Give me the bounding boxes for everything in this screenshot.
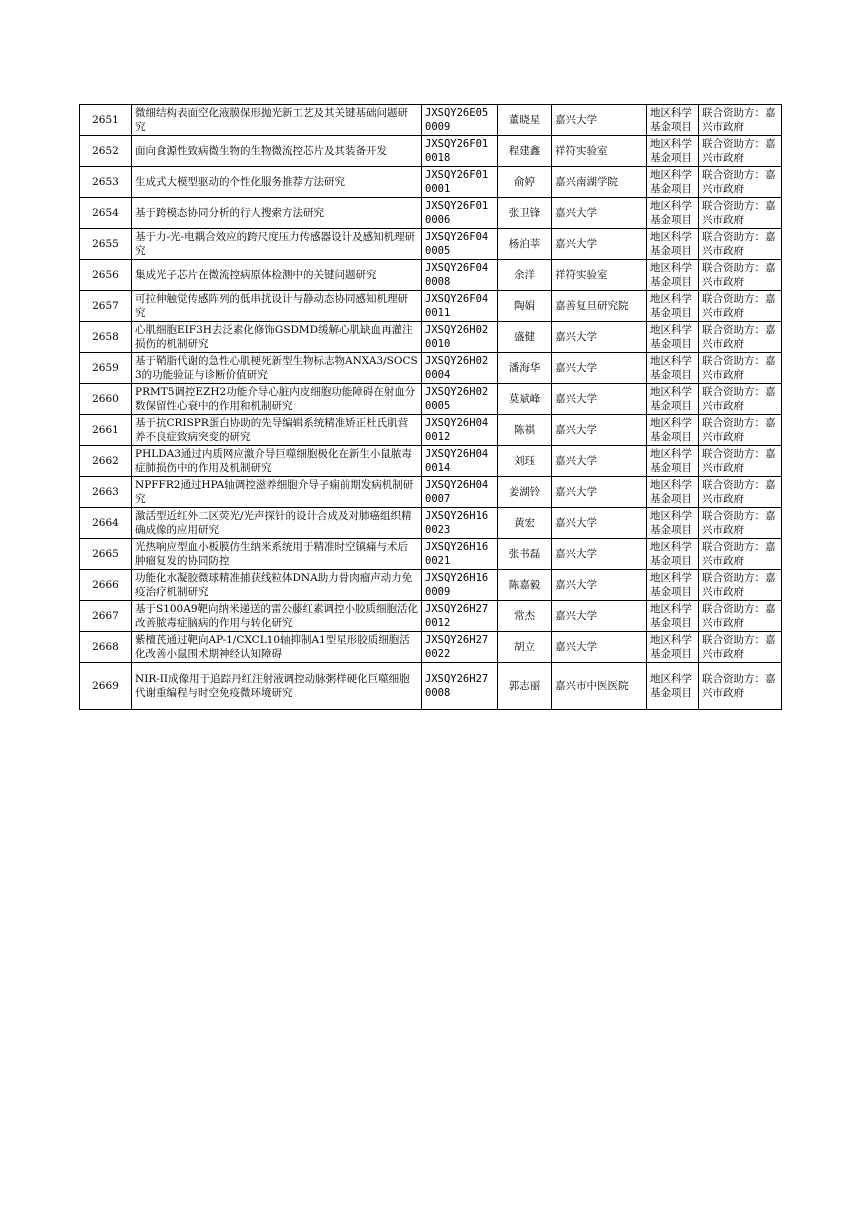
project-number: 2668 [80,632,132,663]
project-number: 2669 [80,663,132,710]
principal-investigator: 郭志丽 [498,663,552,710]
funding-party: 联合资助方：嘉兴市政府 [699,105,782,136]
project-number: 2663 [80,477,132,508]
principal-investigator: 董晓星 [498,105,552,136]
project-type: 地区科学基金项目 [647,384,699,415]
principal-investigator: 常杰 [498,601,552,632]
host-institution: 嘉兴大学 [552,601,647,632]
host-institution: 嘉兴大学 [552,322,647,353]
project-title: 可拉伸触觉传感阵列的低串扰设计与静动态协同感知机理研究 [132,291,422,322]
principal-investigator: 黄宏 [498,508,552,539]
host-institution: 嘉兴大学 [552,570,647,601]
project-number: 2656 [80,260,132,291]
host-institution: 祥符实验室 [552,136,647,167]
host-institution: 嘉善复旦研究院 [552,291,647,322]
project-type: 地区科学基金项目 [647,353,699,384]
project-type: 地区科学基金项目 [647,198,699,229]
host-institution: 嘉兴大学 [552,415,647,446]
funding-party: 联合资助方：嘉兴市政府 [699,446,782,477]
project-type: 地区科学基金项目 [647,229,699,260]
project-type: 地区科学基金项目 [647,663,699,710]
host-institution: 嘉兴大学 [552,446,647,477]
project-code: JXSQY26H160021 [422,539,498,570]
funding-party: 联合资助方：嘉兴市政府 [699,508,782,539]
principal-investigator: 胡立 [498,632,552,663]
funding-party: 联合资助方：嘉兴市政府 [699,353,782,384]
project-type: 地区科学基金项目 [647,632,699,663]
project-number: 2654 [80,198,132,229]
project-title: 激活型近红外二区荧光/光声探针的设计合成及对肺癌组织精确成像的应用研究 [132,508,422,539]
principal-investigator: 张卫锋 [498,198,552,229]
project-code: JXSQY26H160023 [422,508,498,539]
funding-party: 联合资助方：嘉兴市政府 [699,167,782,198]
project-code: JXSQY26H020010 [422,322,498,353]
principal-investigator: 陶娟 [498,291,552,322]
project-type: 地区科学基金项目 [647,167,699,198]
principal-investigator: 潘海华 [498,353,552,384]
host-institution: 嘉兴大学 [552,198,647,229]
funding-party: 联合资助方：嘉兴市政府 [699,322,782,353]
project-title: PHLDA3通过内质网应激介导巨噬细胞极化在新生小鼠脓毒症肺损伤中的作用及机制研究 [132,446,422,477]
project-number: 2661 [80,415,132,446]
host-institution: 嘉兴市中医医院 [552,663,647,710]
project-number: 2659 [80,353,132,384]
project-code: JXSQY26H040007 [422,477,498,508]
principal-investigator: 张书磊 [498,539,552,570]
table-row [80,322,782,353]
host-institution: 嘉兴大学 [552,508,647,539]
host-institution: 嘉兴大学 [552,477,647,508]
table-row [80,415,782,446]
table-row [80,353,782,384]
project-title: 基于跨模态协同分析的行人搜索方法研究 [132,198,422,229]
project-title: 基于鞘脂代谢的急性心肌梗死新型生物标志物ANXA3/SOCS3的功能验证与诊断价值研究 [132,353,422,384]
principal-investigator: 莫斌峰 [498,384,552,415]
project-number: 2652 [80,136,132,167]
funding-party: 联合资助方：嘉兴市政府 [699,570,782,601]
project-code: JXSQY26H040014 [422,446,498,477]
project-code: JXSQY26H040012 [422,415,498,446]
funding-party: 联合资助方：嘉兴市政府 [699,415,782,446]
table-row [80,632,782,663]
project-code: JXSQY26F040011 [422,291,498,322]
project-title: 生成式大模型驱动的个性化服务推荐方法研究 [132,167,422,198]
project-type: 地区科学基金项目 [647,105,699,136]
table-body [80,105,782,710]
project-title: 心肌细胞EIF3H去泛素化修饰GSDMD缓解心肌缺血再灌注损伤的机制研究 [132,322,422,353]
project-code: JXSQY26H270008 [422,663,498,710]
project-title: 面向食源性致病微生物的生物微流控芯片及其装备开发 [132,136,422,167]
table-row [80,291,782,322]
principal-investigator: 杨泊莘 [498,229,552,260]
funding-party: 联合资助方：嘉兴市政府 [699,260,782,291]
project-title: 微细结构表面空化液膜保形抛光新工艺及其关键基础问题研究 [132,105,422,136]
project-number: 2662 [80,446,132,477]
project-number: 2651 [80,105,132,136]
project-title: 紫檀芪通过靶向AP-1/CXCL10轴抑制A1型星形胶质细胞活化改善小鼠围术期神经认知障碍 [132,632,422,663]
project-title: PRMT5调控EZH2功能介导心脏内皮细胞功能障碍在射血分数保留性心衰中的作用和机制研究 [132,384,422,415]
project-type: 地区科学基金项目 [647,136,699,167]
project-code: JXSQY26H020005 [422,384,498,415]
table-row [80,260,782,291]
project-code: JXSQY26F040005 [422,229,498,260]
principal-investigator: 姜湖铃 [498,477,552,508]
host-institution: 嘉兴南湖学院 [552,167,647,198]
project-type: 地区科学基金项目 [647,446,699,477]
project-code: JXSQY26H270012 [422,601,498,632]
project-number: 2658 [80,322,132,353]
table-row [80,167,782,198]
project-code: JXSQY26F010001 [422,167,498,198]
project-code: JXSQY26H270022 [422,632,498,663]
project-type: 地区科学基金项目 [647,539,699,570]
principal-investigator: 刘珏 [498,446,552,477]
funding-party: 联合资助方：嘉兴市政府 [699,291,782,322]
project-code: JXSQY26F040008 [422,260,498,291]
host-institution: 嘉兴大学 [552,384,647,415]
principal-investigator: 盛健 [498,322,552,353]
principal-investigator: 陈嘉毅 [498,570,552,601]
project-title: NIR-II成像用于追踪丹红注射液调控动脉粥样硬化巨噬细胞代谢重编程与时空免疫微环境研究 [132,663,422,710]
project-table [79,104,782,710]
project-title: 基于抗CRISPR蛋白协助的先导编辑系统精准矫正杜氏肌营养不良症致病突变的研究 [132,415,422,446]
project-code: JXSQY26F010006 [422,198,498,229]
table-row [80,384,782,415]
project-type: 地区科学基金项目 [647,322,699,353]
project-title: NPFFR2通过HPA轴调控滋养细胞介导子痫前期发病机制研究 [132,477,422,508]
funding-party: 联合资助方：嘉兴市政府 [699,663,782,710]
table-row [80,663,782,710]
funding-party: 联合资助方：嘉兴市政府 [699,632,782,663]
project-number: 2660 [80,384,132,415]
host-institution: 嘉兴大学 [552,632,647,663]
table-row [80,136,782,167]
project-title: 集成光子芯片在微流控病原体检测中的关键问题研究 [132,260,422,291]
host-institution: 嘉兴大学 [552,539,647,570]
principal-investigator: 俞婷 [498,167,552,198]
project-title: 基于S100A9靶向纳米递送的雷公藤红素调控小胶质细胞活化改善脓毒症脑病的作用与转化研究 [132,601,422,632]
funding-party: 联合资助方：嘉兴市政府 [699,384,782,415]
project-title: 光热响应型血小板膜仿生纳米系统用于精准时空镇痛与术后肿瘤复发的协同防控 [132,539,422,570]
project-number: 2665 [80,539,132,570]
table-row [80,477,782,508]
project-type: 地区科学基金项目 [647,508,699,539]
project-code: JXSQY26H020004 [422,353,498,384]
funding-party: 联合资助方：嘉兴市政府 [699,198,782,229]
host-institution: 嘉兴大学 [552,353,647,384]
funding-party: 联合资助方：嘉兴市政府 [699,601,782,632]
table-row [80,198,782,229]
project-number: 2655 [80,229,132,260]
project-number: 2653 [80,167,132,198]
host-institution: 祥符实验室 [552,260,647,291]
table-row [80,446,782,477]
project-code: JXSQY26H160009 [422,570,498,601]
project-code: JXSQY26E050009 [422,105,498,136]
table-row [80,105,782,136]
project-type: 地区科学基金项目 [647,415,699,446]
table-row [80,229,782,260]
host-institution: 嘉兴大学 [552,229,647,260]
principal-investigator: 余洋 [498,260,552,291]
project-number: 2667 [80,601,132,632]
principal-investigator: 程建鑫 [498,136,552,167]
table-row [80,539,782,570]
project-number: 2664 [80,508,132,539]
project-title: 功能化水凝胶微球精准捕获线粒体DNA助力骨肉瘤声动力免疫治疗机制研究 [132,570,422,601]
project-type: 地区科学基金项目 [647,570,699,601]
table-row [80,508,782,539]
funding-party: 联合资助方：嘉兴市政府 [699,229,782,260]
table-row [80,601,782,632]
project-type: 地区科学基金项目 [647,601,699,632]
project-number: 2666 [80,570,132,601]
host-institution: 嘉兴大学 [552,105,647,136]
funding-party: 联合资助方：嘉兴市政府 [699,539,782,570]
funding-party: 联合资助方：嘉兴市政府 [699,136,782,167]
funding-party: 联合资助方：嘉兴市政府 [699,477,782,508]
project-title: 基于力-光-电耦合效应的跨尺度压力传感器设计及感知机理研究 [132,229,422,260]
project-type: 地区科学基金项目 [647,477,699,508]
project-number: 2657 [80,291,132,322]
project-code: JXSQY26F010018 [422,136,498,167]
table-row [80,570,782,601]
project-type: 地区科学基金项目 [647,291,699,322]
project-type: 地区科学基金项目 [647,260,699,291]
principal-investigator: 陈祺 [498,415,552,446]
